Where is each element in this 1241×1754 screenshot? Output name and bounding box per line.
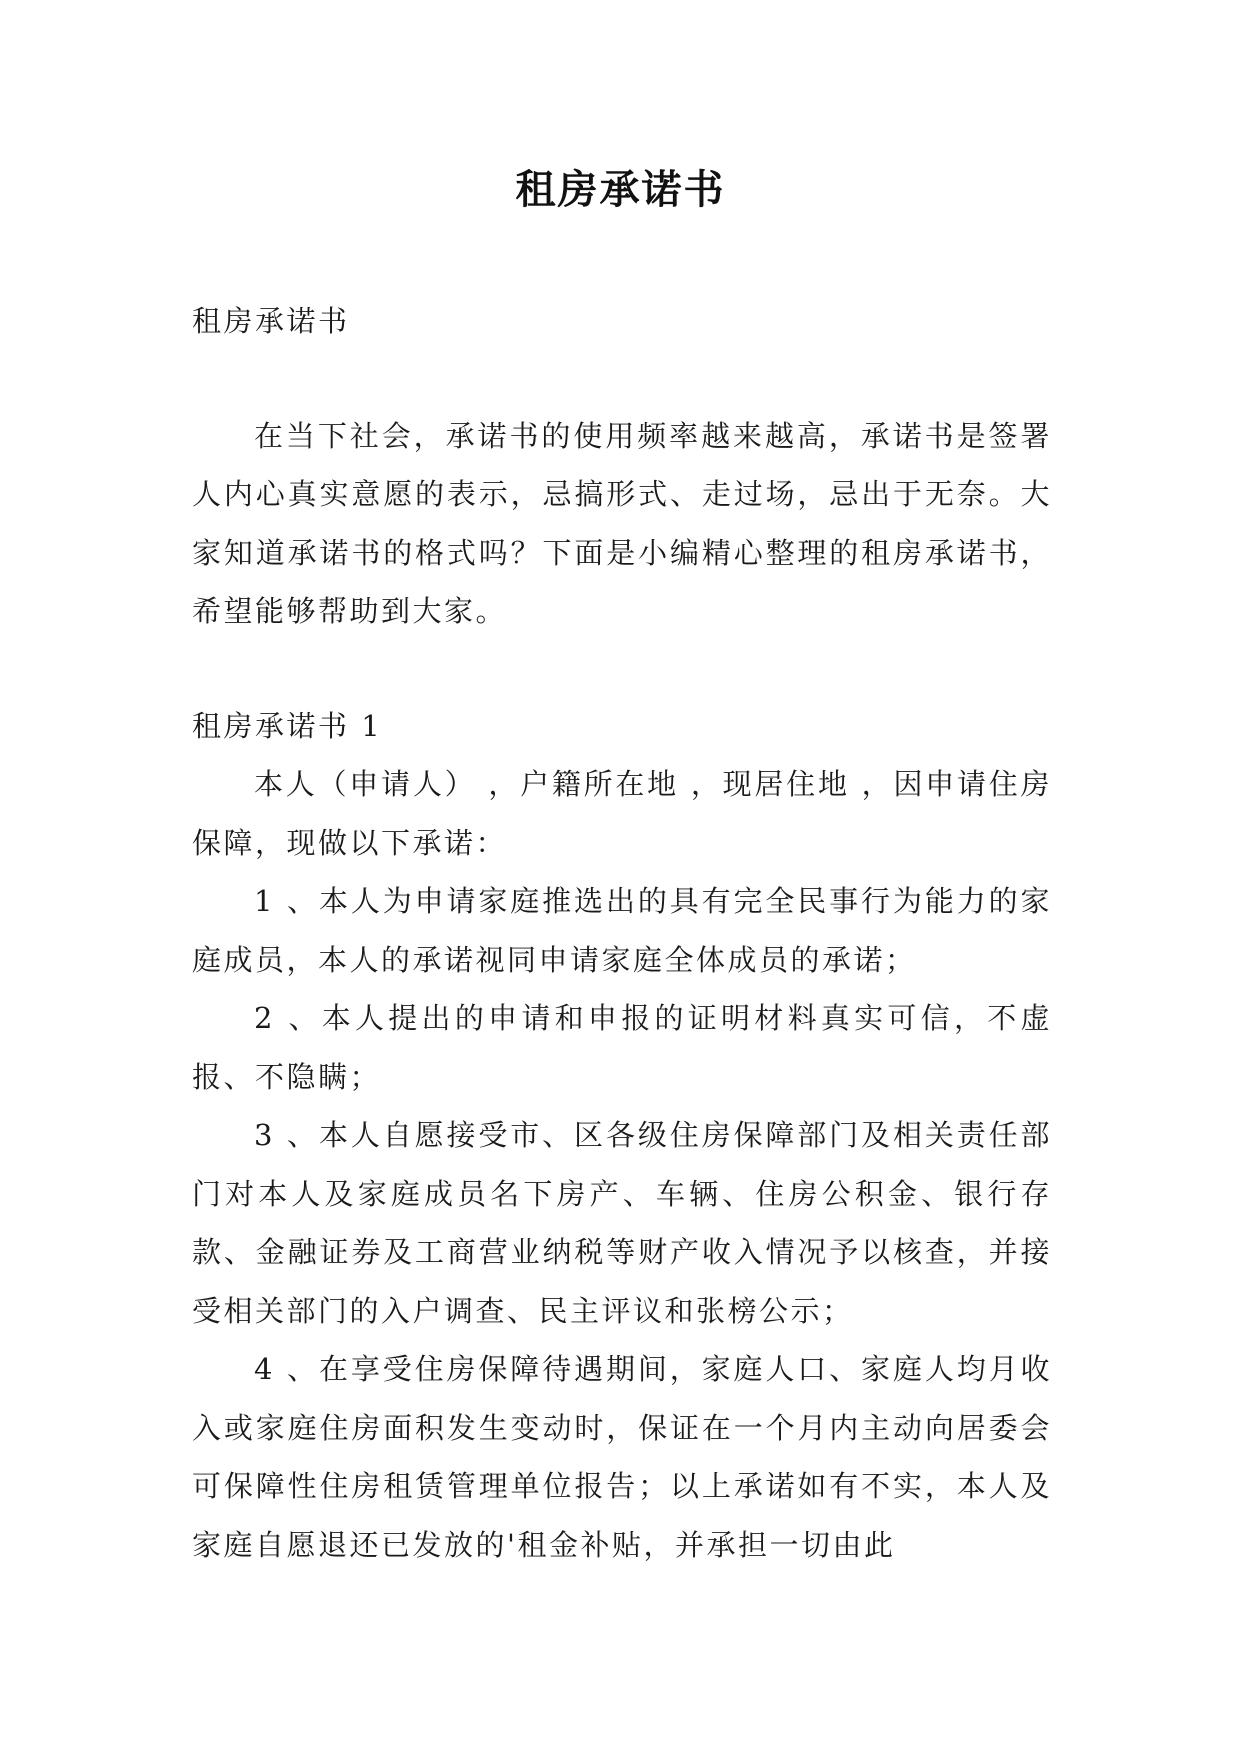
document-title: 租房承诺书 [515, 166, 726, 213]
body-paragraph: 4 、在享受住房保障待遇期间，家庭人口、家庭人均月收入或家庭住房面积发生变动时，保证在一个月内主动向居委会可保障性住房租赁管理单位报告；以上承诺如有不实，本人及家庭自愿退还已发放的'租金补贴，并承担一切由此 [192, 1352, 1052, 1562]
body-paragraph: 1 、本人为申请家庭推选出的具有完全民事行为能力的家庭成员，本人的承诺视同申请家庭全体成员的承诺； [192, 884, 1052, 977]
intro-paragraph: 在当下社会，承诺书的使用频率越来越高，承诺书是签署人内心真实意愿的表示，忌搞形式、走过场，忌出于无奈。大家知道承诺书的格式吗？下面是小编精心整理的租房承诺书，希望能够帮助到大家。 [192, 418, 1052, 628]
section-heading: 租房承诺书 1 [192, 708, 383, 743]
document-subtitle: 租房承诺书 [192, 304, 350, 338]
body-paragraph: 本人（申请人） ，户籍所在地 ，现居住地 ，因申请住房保障，现做以下承诺： [192, 767, 1052, 860]
document-body [192, 292, 1052, 1574]
spacer [192, 641, 1052, 697]
spacer [192, 351, 1052, 407]
body-paragraph: 2 、本人提出的申请和申报的证明材料真实可信，不虚报、不隐瞒； [192, 1001, 1052, 1094]
body-paragraph: 3 、本人自愿接受市、区各级住房保障部门及相关责任部门对本人及家庭成员名下房产、车辆、住房公积金、银行存款、金融证券及工商营业纳税等财产收入情况予以核查，并接受相关部门的入户调查、民主评议和张榜公示； [192, 1118, 1052, 1328]
